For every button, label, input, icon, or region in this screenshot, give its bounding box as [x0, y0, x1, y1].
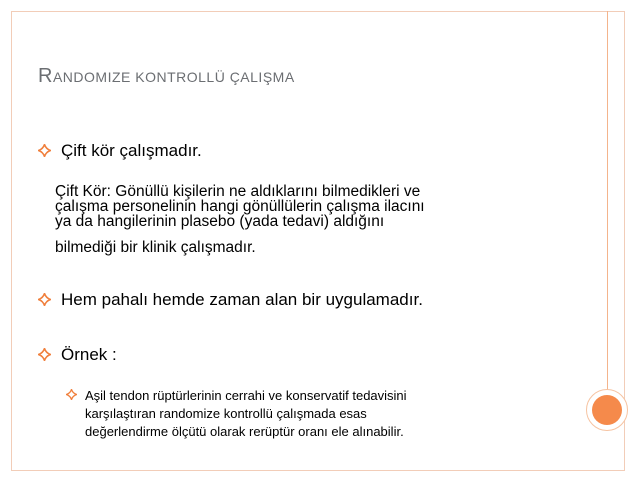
title-rest: ANDOMIZE KONTROLLÜ ÇALIŞMA — [52, 69, 295, 85]
sub-bullet-line-3: değerlendirme ölçütü olarak rerüptür oranı ele alınabilir. — [85, 424, 404, 439]
slide-title — [38, 65, 295, 88]
sub-bullet-line-2: karşılaştıran randomize kontrollü çalışmada esas — [85, 406, 367, 421]
title-first-letter: R — [38, 65, 53, 87]
bullet-1-text: Çift kör çalışmadır. — [61, 141, 202, 160]
paragraph-last-line: bilmediği bir klinik çalışmadır. — [55, 239, 256, 256]
hollow-diamond-icon — [38, 144, 51, 157]
accent-circle — [592, 395, 622, 425]
paragraph-line-2: çalışma personelinin hangi gönüllülerin çalışma ilacını — [55, 198, 425, 215]
accent-line — [607, 11, 608, 409]
hollow-diamond-icon — [66, 389, 77, 400]
hollow-diamond-icon — [38, 348, 51, 361]
paragraph-line-1: Çift Kör: Gönüllü kişilerin ne aldıklarını bilmedikleri ve — [55, 183, 421, 200]
bullet-3-text: Hem pahalı hemde zaman alan bir uygulamadır. — [61, 290, 423, 309]
sub-bullet-line-1: Aşil tendon rüptürlerinin cerrahi ve konservatif tedavisini — [85, 388, 407, 403]
hollow-diamond-icon — [38, 293, 51, 306]
paragraph-line-3: ya da hangilerinin plasebo (yada tedavi) aldığını — [55, 213, 385, 230]
bullet-4-text: Örnek : — [61, 345, 117, 364]
